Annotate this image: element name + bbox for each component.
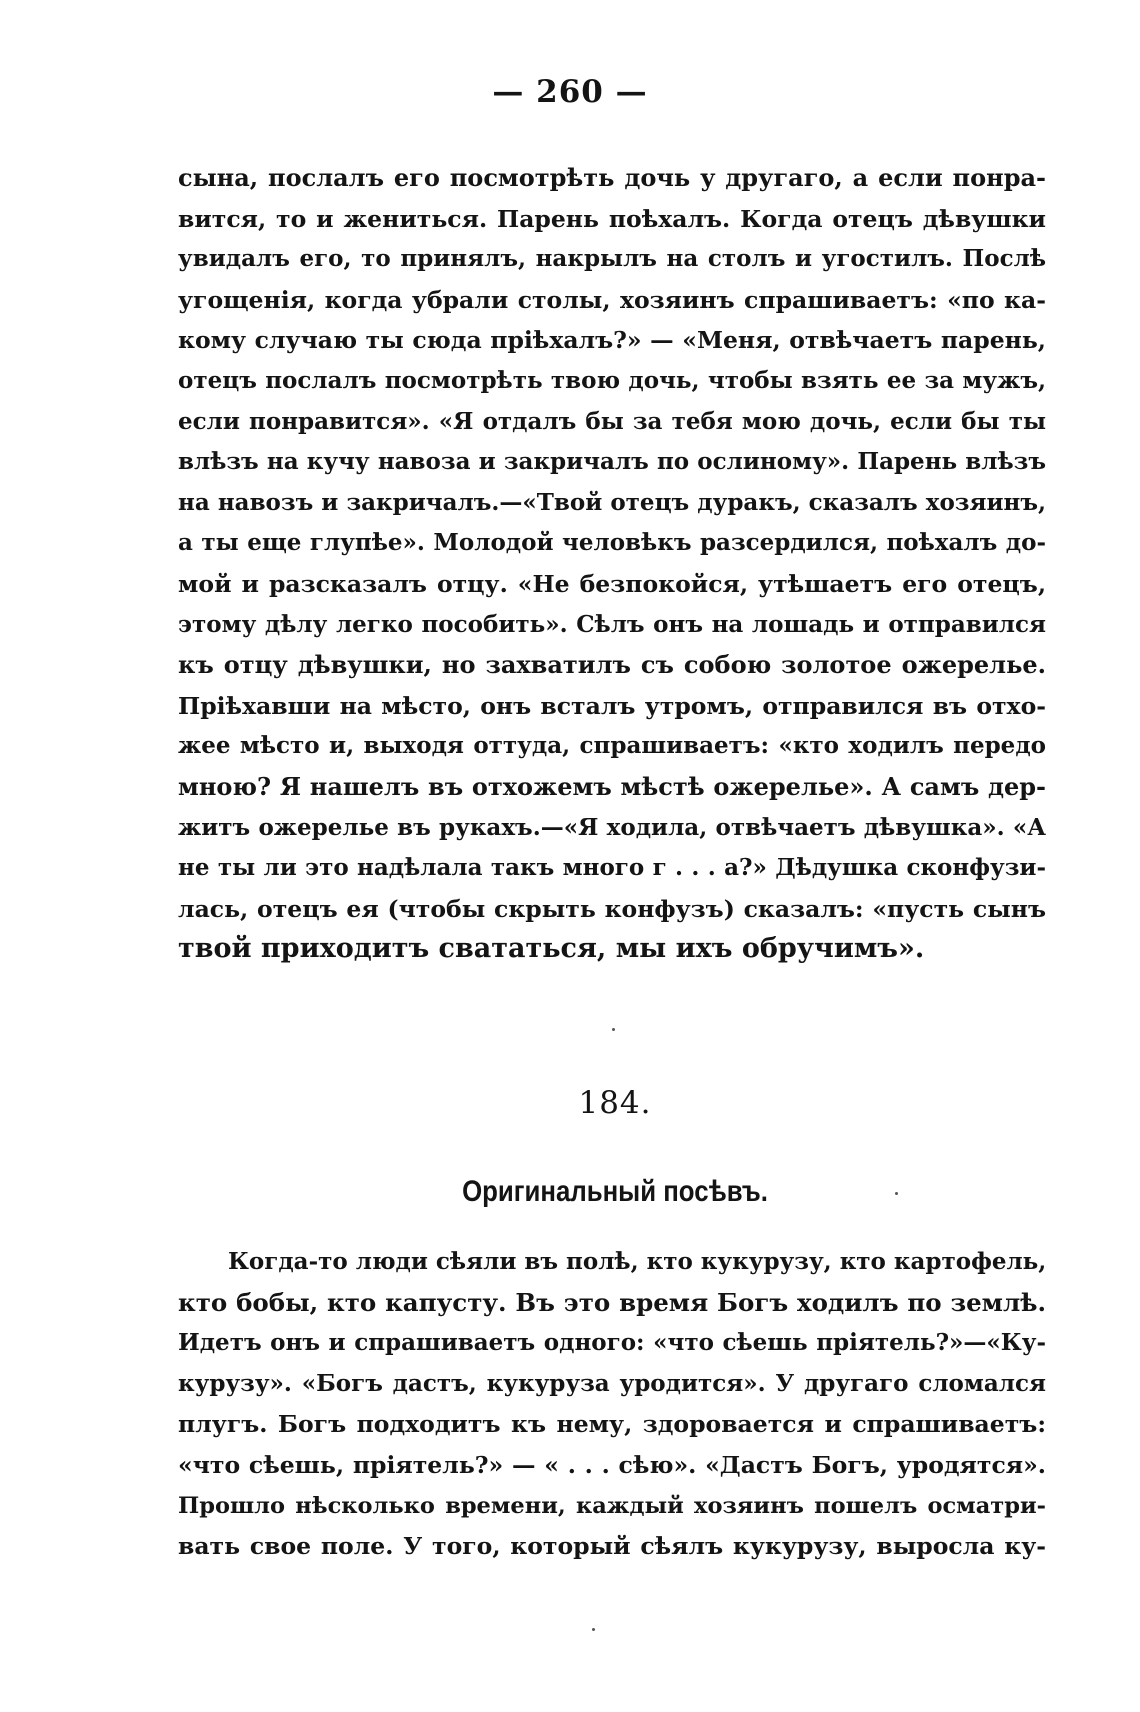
text-line: увидалъ его, то принялъ, накрылъ на столъ и угостилъ. Послѣ xyxy=(178,245,1046,273)
text-line: влѣзъ на кучу навоза и закричалъ по ослиному». Парень влѣзъ xyxy=(178,448,1046,476)
text-line: «что сѣешь, пріятель?» — « . . . сѣю». «Дастъ Богъ, уродятся». xyxy=(178,1450,1046,1479)
page-number: — 260 — xyxy=(492,74,648,110)
text-line: Идетъ онъ и спрашиваетъ одного: «что сѣешь пріятель?»—«Ку- xyxy=(178,1329,1046,1357)
text-line: этому дѣлу легко пособить». Сѣлъ онъ на лошадь и отправился xyxy=(178,610,1046,638)
text-line: къ отцу дѣвушки, но захватилъ съ собою золотое ожерелье. xyxy=(178,650,1046,680)
story-number: 184. xyxy=(578,1085,652,1121)
print-speck xyxy=(592,1628,595,1631)
text-line: на навозъ и закричалъ.—«Твой отецъ дуракъ, сказалъ хозяинъ, xyxy=(178,488,1046,516)
text-line: не ты ли это надѣлала такъ много г . . . а?» Дѣдушка сконфузи- xyxy=(178,854,1046,882)
text-line: кто бобы, кто капусту. Въ это время Богъ ходилъ по землѣ. xyxy=(178,1287,1046,1317)
text-line: вится, то и жениться. Парень поѣхалъ. Когда отецъ дѣвушки xyxy=(178,204,1046,233)
text-line: Прошло нѣсколько времени, каждый хозяинъ пошелъ осматри- xyxy=(178,1492,1046,1519)
text-line: Пріѣхавши на мѣсто, онъ всталъ утромъ, отправился въ отхо- xyxy=(178,691,1046,720)
text-line: жее мѣсто и, выходя оттуда, спрашиваетъ: «кто ходилъ передо xyxy=(178,732,1046,760)
text-line: Когда-то люди сѣяли въ полѣ, кто кукурузу, кто картофель, xyxy=(228,1248,1046,1275)
text-line: а ты еще глупѣе». Молодой человѣкъ разсердился, поѣхалъ до- xyxy=(178,529,1046,557)
paragraph-story-184 xyxy=(178,1242,1046,1567)
text-line: отецъ послалъ посмотрѣть твою дочь, чтобы взять ее за мужъ, xyxy=(178,366,1046,394)
text-line: мною? Я нашелъ въ отхожемъ мѣстѣ ожерелье». А самъ дер- xyxy=(178,771,1046,801)
text-line: житъ ожерелье въ рукахъ.—«Я ходила, отвѣчаетъ дѣвушка». «А xyxy=(178,813,1046,841)
text-line: мой и разсказалъ отцу. «Не безпокойся, утѣшаетъ его отецъ, xyxy=(178,569,1046,598)
text-line: угощенія, когда убрали столы, хозяинъ спрашиваетъ: «по ка- xyxy=(178,285,1046,314)
story-title: Оригинальный посѣвъ. xyxy=(462,1175,768,1208)
text-line: кому случаю ты сюда пріѣхалъ?» — «Меня, отвѣчаетъ парень, xyxy=(178,326,1046,355)
text-line: если понравится». «Я отдалъ бы за тебя мою дочь, если бы ты xyxy=(178,407,1046,435)
text-line: лась, отецъ ея (чтобы скрыть конфузъ) сказалъ: «пусть сынъ xyxy=(178,894,1046,923)
text-line: вать свое поле. У того, который сѣялъ кукурузу, выросла ку- xyxy=(178,1532,1046,1561)
text-line: плугъ. Богъ подходитъ къ нему, здоровается и спрашиваетъ: xyxy=(178,1410,1046,1439)
print-speck xyxy=(895,1192,898,1195)
text-line: курузу». «Богъ дастъ, кукуруза уродится». У другаго сломался xyxy=(178,1369,1046,1397)
paragraph-previous-story xyxy=(178,158,1046,970)
text-line: сына, послалъ его посмотрѣть дочь у другаго, а если понра- xyxy=(178,163,1046,192)
text-line: твой приходитъ свататься, мы ихъ обручимъ». xyxy=(178,933,925,965)
print-speck xyxy=(612,1028,615,1031)
